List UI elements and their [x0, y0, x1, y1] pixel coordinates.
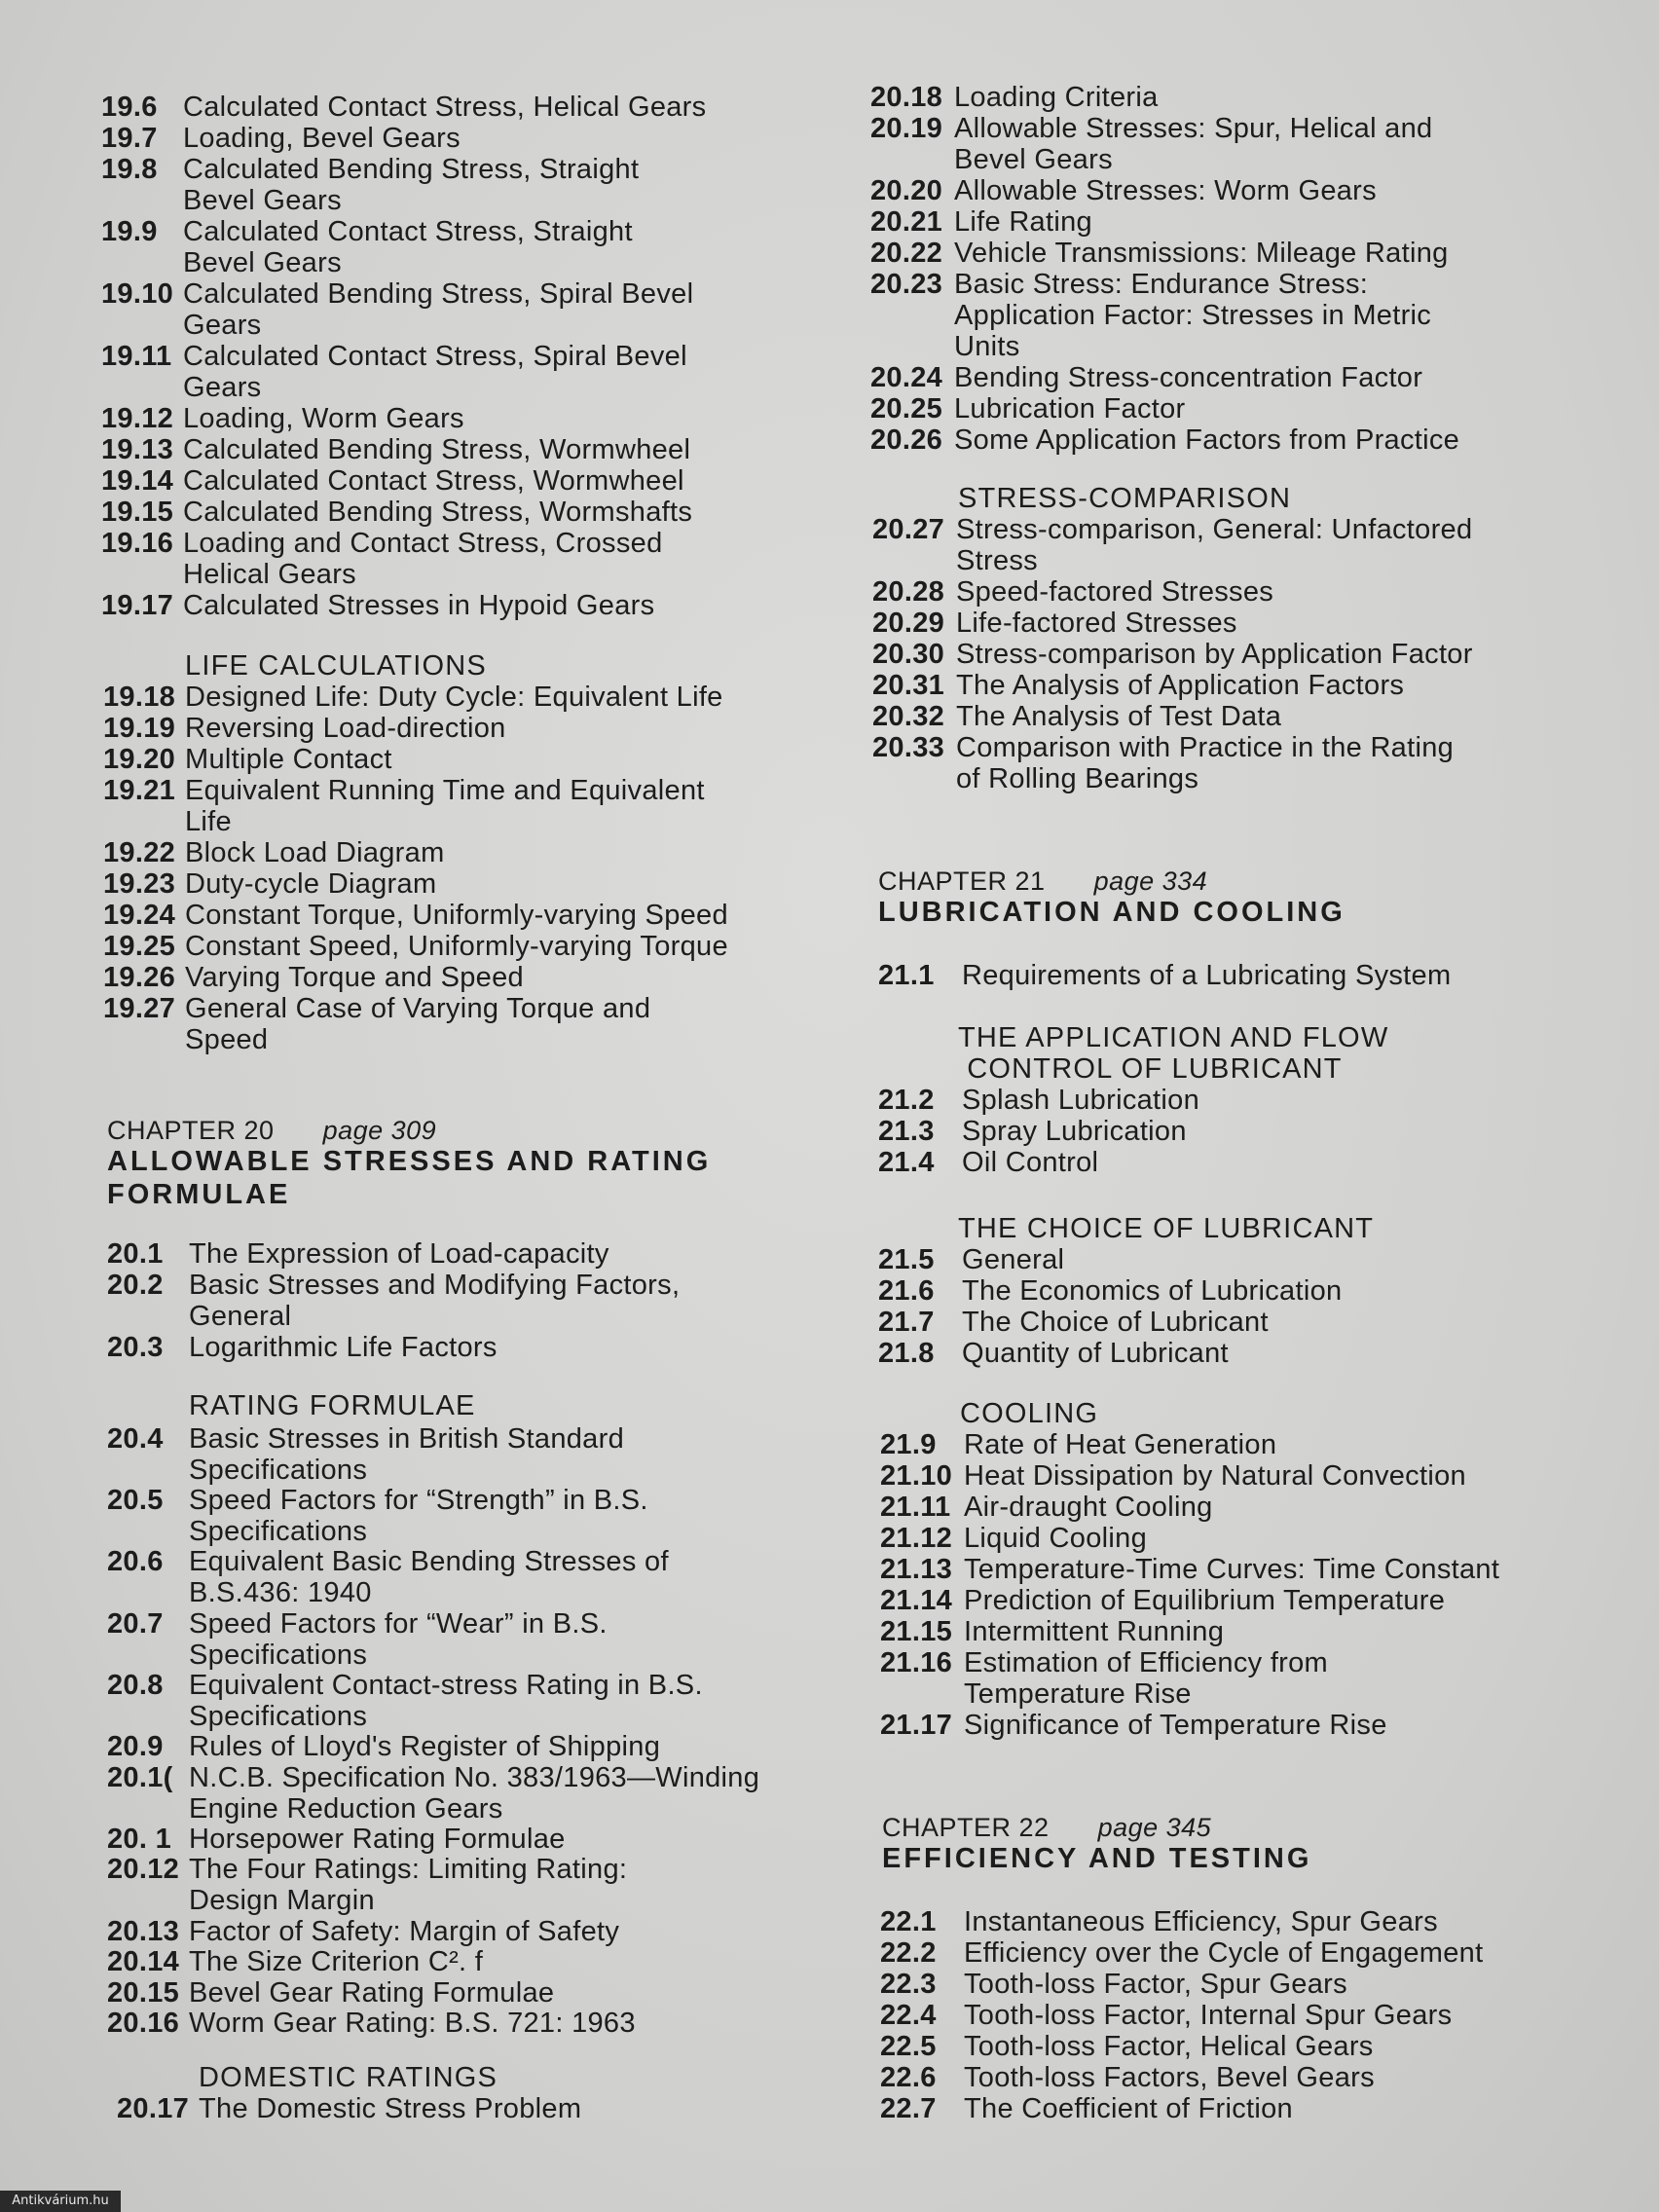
entry-number: 21.13: [880, 1554, 953, 1585]
toc-entry: [872, 639, 1473, 670]
chapter-title: EFFICIENCY AND TESTING: [882, 1843, 1312, 1874]
entry-number: 20.28: [872, 576, 945, 608]
entry-title: Speed-factored Stresses: [956, 576, 1274, 608]
entry-number: 19.20: [103, 744, 176, 775]
entry-number: 19.9: [101, 216, 158, 247]
entry-title: Speed Factors for “Wear” in B.S. Specifications: [189, 1607, 608, 1671]
entry-title: Tooth-loss Factor, Internal Spur Gears: [964, 2000, 1453, 2031]
entry-number: 21.1: [878, 960, 935, 991]
toc-entry: [101, 497, 692, 528]
toc-entry: [101, 403, 464, 434]
toc-entry: [107, 1546, 669, 1608]
entry-number: 20.19: [870, 113, 943, 144]
toc-entry: [880, 1906, 1438, 1937]
toc-entry: [107, 1916, 619, 1947]
entry-title: Some Application Factors from Practice: [954, 424, 1460, 456]
entry-title: The Expression of Load-capacity: [189, 1238, 609, 1270]
entry-title: Prediction of Equilibrium Temperature: [964, 1585, 1446, 1616]
entry-number: 19.14: [101, 465, 174, 497]
toc-entry: [870, 175, 1377, 206]
toc-entry: [872, 732, 1454, 794]
entry-number: 20.26: [870, 424, 943, 456]
entry-number: 20.1: [107, 1238, 164, 1270]
entry-number: 21.3: [878, 1116, 935, 1147]
entry-number: 19.26: [103, 962, 176, 993]
entry-number: 20.2: [107, 1270, 164, 1301]
toc-entry: [103, 868, 436, 900]
section-heading: DOMESTIC RATINGS: [199, 2062, 498, 2093]
entry-number: 21.7: [878, 1307, 935, 1338]
entry-number: 20.9: [107, 1731, 164, 1762]
entry-number: 22.4: [880, 2000, 937, 2031]
entry-number: 20.31: [872, 670, 945, 701]
entry-title: Allowable Stresses: Worm Gears: [954, 175, 1377, 206]
toc-entry: [878, 1116, 1187, 1147]
entry-title: Multiple Contact: [185, 744, 392, 775]
entry-number: 19.15: [101, 497, 174, 528]
toc-entry: [103, 837, 445, 868]
entry-number: 21.4: [878, 1147, 935, 1178]
chapter-number: CHAPTER 21: [878, 866, 1046, 896]
toc-entry: [101, 528, 663, 590]
entry-number: 20.22: [870, 238, 943, 269]
entry-title: Heat Dissipation by Natural Convection: [964, 1460, 1466, 1492]
toc-entry: [870, 206, 1092, 238]
entry-title: Calculated Contact Stress, Wormwheel: [183, 465, 684, 497]
entry-title: The Economics of Lubrication: [962, 1275, 1343, 1307]
entry-title: Loading Criteria: [954, 82, 1159, 113]
entry-number: 20.1(: [107, 1761, 173, 1793]
entry-number: 21.9: [880, 1429, 937, 1460]
entry-title: Equivalent Basic Bending Stresses of B.S.436: 1940: [189, 1546, 669, 1609]
entry-title: Lubrication Factor: [954, 393, 1186, 424]
chapter-number: CHAPTER 22: [882, 1813, 1050, 1842]
entry-title: Varying Torque and Speed: [185, 962, 524, 993]
entry-title: Temperature-Time Curves: Time Constant: [964, 1554, 1500, 1585]
toc-entry: [878, 1147, 1098, 1178]
toc-entry: [878, 1244, 1064, 1275]
toc-entry: [107, 1946, 483, 1977]
entry-number: 21.10: [880, 1460, 953, 1492]
entry-number: 21.5: [878, 1244, 935, 1275]
entry-title: Equivalent Running Time and Equivalent Life: [185, 775, 705, 837]
entry-number: 19.22: [103, 837, 176, 868]
entry-number: 20.6: [107, 1546, 164, 1578]
entry-title: Instantaneous Efficiency, Spur Gears: [964, 1906, 1438, 1937]
entry-number: 20.30: [872, 639, 945, 670]
entry-title: Tooth-loss Factors, Bevel Gears: [964, 2062, 1375, 2093]
toc-entry: [880, 1710, 1387, 1741]
toc-entry: [103, 931, 728, 962]
entry-number: 21.14: [880, 1585, 953, 1616]
chapter-page: page 334: [1093, 866, 1208, 896]
chapter-page: page 309: [322, 1116, 437, 1145]
entry-number: 21.6: [878, 1275, 935, 1307]
toc-entry: [880, 1647, 1328, 1710]
entry-title: Basic Stresses in British Standard Specifications: [189, 1423, 624, 1486]
entry-title: General: [962, 1244, 1065, 1275]
entry-title: Loading, Worm Gears: [183, 403, 464, 434]
toc-entry: [880, 1460, 1466, 1492]
section-heading: THE APPLICATION AND FLOW CONTROL OF LUBRICANT: [958, 1022, 1389, 1085]
toc-entry: [880, 2093, 1293, 2124]
toc-entry: [878, 1085, 1199, 1116]
toc-entry: [870, 362, 1422, 393]
toc-entry: [880, 1585, 1445, 1616]
entry-number: 19.17: [101, 590, 174, 621]
entry-title: Loading, Bevel Gears: [183, 123, 461, 154]
entry-number: 20.18: [870, 82, 943, 113]
entry-number: 20.32: [872, 701, 945, 732]
entry-title: Calculated Contact Stress, Straight Bevel Gears: [183, 216, 633, 278]
toc-entry: [878, 1307, 1269, 1338]
entry-number: 19.19: [103, 713, 176, 744]
entry-title: Logarithmic Life Factors: [189, 1332, 498, 1363]
toc-entry: [107, 1332, 498, 1363]
entry-title: Liquid Cooling: [964, 1523, 1147, 1554]
toc-entry: [107, 1608, 608, 1671]
entry-title: Calculated Bending Stress, Wormwheel: [183, 434, 691, 465]
entry-number: 19.8: [101, 154, 158, 185]
entry-title: Designed Life: Duty Cycle: Equivalent Life: [185, 682, 723, 713]
entry-number: 19.6: [101, 92, 158, 123]
entry-number: 19.7: [101, 123, 158, 154]
entry-number: 19.24: [103, 900, 176, 931]
entry-title: Air-draught Cooling: [964, 1492, 1213, 1523]
entry-title: Constant Torque, Uniformly-varying Speed: [185, 900, 728, 931]
entry-number: 19.25: [103, 931, 176, 962]
toc-entry: [880, 1969, 1347, 2000]
entry-number: 19.16: [101, 528, 174, 559]
entry-title: N.C.B. Specification No. 383/1963—Winding Engine Reduction Gears: [189, 1761, 760, 1825]
entry-title: Reversing Load-direction: [185, 713, 506, 744]
entry-title: Stress-comparison, General: Unfactored Stress: [956, 514, 1473, 576]
entry-number: 21.12: [880, 1523, 953, 1554]
entry-number: 19.23: [103, 868, 176, 900]
toc-entry: [107, 1670, 703, 1732]
entry-title: Calculated Bending Stress, Wormshafts: [183, 497, 693, 528]
toc-entry: [878, 1338, 1229, 1369]
entry-number: 20.14: [107, 1946, 180, 1978]
entry-number: 19.11: [101, 341, 172, 372]
entry-title: Worm Gear Rating: B.S. 721: 1963: [189, 2008, 636, 2040]
entry-title: Basic Stress: Endurance Stress: Application Factor: Stresses in Metric Units: [954, 269, 1432, 362]
toc-entry: [107, 1824, 566, 1855]
toc-entry: [101, 154, 639, 216]
entry-title: Speed Factors for “Strength” in B.S. Specifications: [189, 1485, 648, 1548]
toc-entry: [872, 576, 1273, 608]
entry-title: Tooth-loss Factor, Spur Gears: [964, 1969, 1347, 2000]
toc-entry: [878, 1275, 1342, 1307]
toc-entry: [872, 701, 1281, 732]
toc-entry: [103, 993, 650, 1055]
section-heading: COOLING: [960, 1398, 1099, 1429]
entry-number: 19.13: [101, 434, 174, 465]
entry-title: The Domestic Stress Problem: [199, 2093, 582, 2124]
toc-entry: [872, 670, 1404, 701]
entry-title: Calculated Contact Stress, Helical Gears: [183, 92, 707, 123]
entry-title: Block Load Diagram: [185, 837, 445, 868]
toc-entry: [872, 514, 1472, 576]
entry-title: Calculated Contact Stress, Spiral Bevel Gears: [183, 341, 687, 403]
toc-entry: [101, 590, 654, 621]
entry-number: 21.15: [880, 1616, 953, 1647]
entry-title: Allowable Stresses: Spur, Helical and Bevel Gears: [954, 113, 1433, 175]
toc-entry: [880, 2031, 1374, 2062]
entry-title: Oil Control: [962, 1147, 1099, 1178]
entry-title: Requirements of a Lubricating System: [962, 960, 1452, 991]
entry-number: 20.16: [107, 2008, 180, 2040]
entry-title: Loading and Contact Stress, Crossed Helical Gears: [183, 528, 663, 590]
entry-title: Stress-comparison by Application Factor: [956, 639, 1473, 670]
chapter-title: ALLOWABLE STRESSES AND RATING FORMULAE: [107, 1146, 712, 1210]
entry-number: 20.23: [870, 269, 943, 300]
toc-entry: [103, 900, 728, 931]
entry-number: 20.33: [872, 732, 945, 763]
entry-title: Life-factored Stresses: [956, 608, 1237, 639]
chapter-label: [107, 1116, 436, 1145]
entry-number: 19.18: [103, 682, 176, 713]
toc-entry: [107, 1423, 624, 1486]
entry-number: 20.7: [107, 1607, 164, 1640]
toc-entry: [103, 775, 705, 837]
toc-entry: [103, 682, 723, 713]
entry-number: 20.29: [872, 608, 945, 639]
entry-title: Bevel Gear Rating Formulae: [189, 1976, 555, 2009]
entry-title: Rate of Heat Generation: [964, 1429, 1277, 1460]
entry-number: 20.3: [107, 1332, 164, 1363]
entry-number: 20.15: [107, 1976, 180, 2009]
toc-entry: [880, 1492, 1213, 1523]
entry-number: 19.10: [101, 278, 174, 310]
toc-entry: [880, 1616, 1224, 1647]
entry-title: Vehicle Transmissions: Mileage Rating: [954, 238, 1449, 269]
entry-number: 20.17: [117, 2093, 190, 2124]
entry-title: Estimation of Efficiency from Temperature Rise: [964, 1647, 1329, 1710]
chapter-label: [878, 866, 1207, 896]
toc-entry: [107, 1485, 648, 1547]
entry-title: The Four Ratings: Limiting Rating: Design Margin: [189, 1854, 628, 1917]
entry-number: 21.17: [880, 1710, 953, 1741]
toc-entry: [878, 960, 1451, 991]
entry-number: 20.27: [872, 514, 945, 545]
entry-number: 20.13: [107, 1915, 180, 1947]
entry-title: Bending Stress-concentration Factor: [954, 362, 1423, 393]
toc-entry: [101, 465, 684, 497]
toc-entry: [870, 424, 1459, 456]
toc-entry: [101, 278, 693, 341]
section-heading: THE CHOICE OF LUBRICANT: [958, 1213, 1375, 1244]
entry-title: Horsepower Rating Formulae: [189, 1823, 566, 1855]
entry-title: General Case of Varying Torque and Speed: [185, 993, 651, 1055]
toc-entry: [107, 1238, 609, 1270]
entry-number: 22.6: [880, 2062, 937, 2093]
toc-entry: [103, 962, 524, 993]
toc-entry: [880, 1937, 1483, 1969]
entry-title: Duty-cycle Diagram: [185, 868, 437, 900]
entry-title: The Analysis of Application Factors: [956, 670, 1405, 701]
toc-entry: [880, 2000, 1452, 2031]
toc-entry: [870, 269, 1431, 362]
entry-number: 19.21: [103, 775, 176, 806]
entry-title: The Coefficient of Friction: [964, 2093, 1293, 2124]
chapter-label: [882, 1813, 1211, 1842]
toc-entry: [870, 113, 1432, 175]
toc-entry: [117, 2093, 581, 2124]
toc-entry: [870, 238, 1449, 269]
chapter-title: LUBRICATION AND COOLING: [878, 897, 1346, 928]
entry-title: Life Rating: [954, 206, 1092, 238]
entry-title: Equivalent Contact-stress Rating in B.S. Specifications: [189, 1669, 703, 1732]
entry-number: 22.5: [880, 2031, 937, 2062]
entry-title: Basic Stresses and Modifying Factors, General: [189, 1270, 681, 1332]
entry-title: Factor of Safety: Margin of Safety: [189, 1915, 620, 1947]
section-heading: LIFE CALCULATIONS: [185, 650, 487, 682]
entry-number: 20.24: [870, 362, 943, 393]
entry-number: 20.4: [107, 1423, 164, 1455]
watermark: Antikvárium.hu: [0, 2191, 121, 2212]
entry-number: 22.3: [880, 1969, 937, 2000]
toc-entry: [101, 92, 706, 123]
toc-entry: [103, 713, 506, 744]
toc-entry: [101, 123, 461, 154]
entry-number: 22.1: [880, 1906, 937, 1937]
toc-entry: [870, 82, 1159, 113]
entry-title: Splash Lubrication: [962, 1085, 1199, 1116]
section-heading: STRESS-COMPARISON: [958, 483, 1292, 514]
toc-entry: [880, 1429, 1276, 1460]
entry-title: Spray Lubrication: [962, 1116, 1187, 1147]
entry-title: Calculated Bending Stress, Spiral Bevel Gears: [183, 278, 694, 341]
toc-entry: [880, 1554, 1499, 1585]
toc-entry: [101, 434, 690, 465]
entry-number: 22.7: [880, 2093, 937, 2124]
entry-number: 22.2: [880, 1937, 937, 1969]
entry-title: Comparison with Practice in the Rating of Rolling Bearings: [956, 732, 1455, 794]
entry-title: The Size Criterion C². f: [189, 1946, 484, 1978]
entry-title: The Choice of Lubricant: [962, 1307, 1269, 1338]
toc-entry: [103, 744, 392, 775]
entry-number: 21.2: [878, 1085, 935, 1116]
entry-number: 19.12: [101, 403, 174, 434]
toc-entry: [107, 1270, 680, 1332]
entry-number: 20.5: [107, 1485, 164, 1517]
toc-entry: [107, 2008, 636, 2039]
entry-number: 20.25: [870, 393, 943, 424]
entry-title: Constant Speed, Uniformly-varying Torque: [185, 931, 728, 962]
entry-number: 21.16: [880, 1647, 953, 1678]
toc-entry: [872, 608, 1237, 639]
toc-entry: [101, 216, 633, 278]
toc-entry: [880, 1523, 1147, 1554]
toc-entry: [880, 2062, 1375, 2093]
entry-title: Calculated Bending Stress, Straight Bevel Gears: [183, 154, 640, 216]
toc-entry: [870, 393, 1186, 424]
entry-title: Significance of Temperature Rise: [964, 1710, 1387, 1741]
chapter-page: page 345: [1097, 1813, 1212, 1842]
chapter-number: CHAPTER 20: [107, 1116, 275, 1145]
entry-title: The Analysis of Test Data: [956, 701, 1282, 732]
entry-number: 20. 1: [107, 1823, 171, 1855]
entry-number: 21.11: [880, 1492, 951, 1523]
entry-title: Quantity of Lubricant: [962, 1338, 1229, 1369]
entry-number: 20.20: [870, 175, 943, 206]
section-heading: RATING FORMULAE: [189, 1390, 476, 1421]
toc-entry: [107, 1854, 627, 1916]
entry-title: Rules of Lloyd's Register of Shipping: [189, 1731, 661, 1762]
entry-title: Calculated Stresses in Hypoid Gears: [183, 590, 655, 621]
entry-title: Intermittent Running: [964, 1616, 1225, 1647]
entry-number: 20.12: [107, 1854, 180, 1886]
entry-title: Efficiency over the Cycle of Engagement: [964, 1937, 1484, 1969]
toc-entry: [107, 1762, 759, 1825]
entry-number: 20.21: [870, 206, 943, 238]
entry-title: Tooth-loss Factor, Helical Gears: [964, 2031, 1374, 2062]
toc-entry: [101, 341, 687, 403]
entry-number: 19.27: [103, 993, 176, 1024]
entry-number: 21.8: [878, 1338, 935, 1369]
entry-number: 20.8: [107, 1669, 164, 1701]
toc-entry: [107, 1977, 554, 2009]
toc-entry: [107, 1731, 660, 1762]
